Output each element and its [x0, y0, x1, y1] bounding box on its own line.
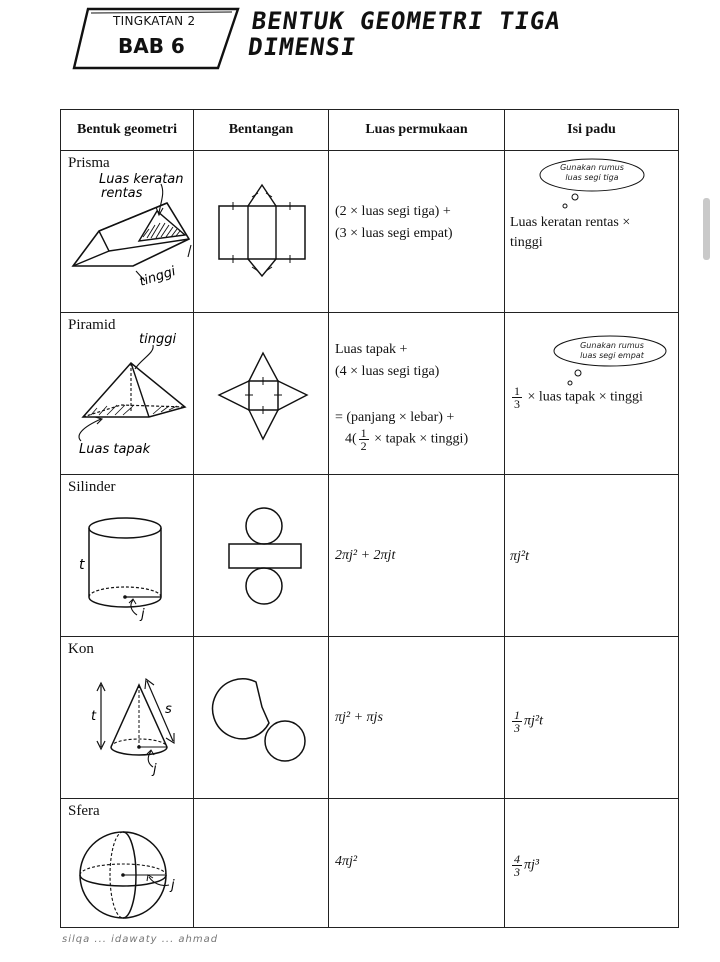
pyramid-cloud-text — [560, 341, 664, 361]
cell-sphere-net — [194, 799, 329, 928]
cone-volume — [510, 709, 543, 734]
title-line-1: BENTUK GEOMETRI TIGA — [249, 7, 563, 35]
cell-cylinder-volume — [505, 475, 679, 637]
prism-net-figure — [194, 151, 329, 312]
sphere-fraction-numerator: 4 — [514, 852, 520, 866]
scrollbar[interactable] — [703, 198, 710, 260]
cell-cone-net — [194, 637, 329, 799]
prism-volume-line-2: tinggi — [510, 235, 543, 250]
label-sphere-radius: j — [171, 878, 175, 893]
pyramid-volume-text: × luas tapak × tinggi — [527, 389, 643, 405]
cell-cone-shape — [61, 637, 194, 799]
cone-surface: πj² + πjs — [335, 710, 383, 725]
cell-prism-surface — [329, 151, 505, 313]
prism-surface-line-1: (2 × luas segi tiga) + — [335, 204, 451, 219]
label-prism-height: tinggi — [137, 264, 178, 290]
cell-prism-shape — [61, 151, 194, 313]
prism-cloud-line-1: Gunakan rumus — [560, 163, 624, 172]
fraction-third-denominator: 3 — [514, 397, 520, 411]
table-row-prism — [61, 151, 679, 313]
cell-cylinder-net — [194, 475, 329, 637]
cylinder-net-figure — [194, 475, 329, 636]
prism-volume-line-1: Luas keratan rentas × — [510, 215, 631, 230]
label-cylinder-radius: j — [141, 607, 145, 622]
title-line-2: DIMENSI — [246, 33, 359, 61]
pyramid-figure — [61, 313, 194, 474]
cell-pyramid-net — [194, 313, 329, 475]
fraction-half-denominator: 2 — [360, 439, 367, 453]
cell-prism-volume — [505, 151, 679, 313]
cylinder-volume: πj²t — [510, 549, 529, 564]
cone-volume-text: πj²t — [524, 713, 543, 729]
cone-net-figure — [194, 637, 329, 798]
label-pyramid-height: tinggi — [139, 332, 177, 347]
prism-cloud-text — [545, 163, 639, 183]
fraction-third-numerator: 1 — [514, 384, 520, 398]
page-title — [246, 8, 562, 60]
fraction-four-thirds — [512, 853, 522, 878]
fraction-half-numerator: 1 — [360, 426, 367, 440]
pyramid-surface-line-1: Luas tapak + — [335, 342, 408, 357]
pyramid-surface-prefix: 4( — [345, 431, 357, 447]
geometry-table — [60, 109, 679, 928]
col-header-volume: Isi padu — [505, 110, 679, 151]
label-cone-height: t — [91, 709, 97, 724]
level-label: TINGKATAN 2 — [113, 14, 196, 28]
sphere-figure — [61, 799, 194, 927]
cell-pyramid-volume — [505, 313, 679, 475]
fraction-third-cone — [512, 709, 522, 734]
cell-sphere-shape — [61, 799, 194, 928]
pyramid-surface-suffix: × tapak × tinggi) — [374, 431, 469, 447]
shape-name-prism: Prisma — [68, 155, 110, 171]
shape-name-pyramid: Piramid — [68, 317, 116, 333]
cell-pyramid-shape — [61, 313, 194, 475]
chapter-label: BAB 6 — [118, 34, 185, 58]
cone-figure — [61, 637, 194, 798]
sphere-volume — [510, 853, 539, 878]
fraction-third — [512, 385, 522, 410]
table-row-cylinder — [61, 475, 679, 637]
pyramid-surface-line-2: (4 × luas segi tiga) — [335, 364, 440, 379]
cell-cone-volume — [505, 637, 679, 799]
prism-figure — [61, 151, 194, 312]
cell-cylinder-surface — [329, 475, 505, 637]
shape-name-sphere: Sfera — [68, 803, 100, 819]
col-header-shape: Bentuk geometri — [61, 110, 194, 151]
shape-name-cone: Kon — [68, 641, 94, 657]
sphere-surface: 4πj² — [335, 854, 358, 869]
table-row-sphere — [61, 799, 679, 928]
cell-prism-net — [194, 151, 329, 313]
pyramid-cloud-line-2: luas segi empat — [580, 351, 644, 360]
label-cross-section-2: rentas — [101, 186, 143, 201]
pyramid-net-figure — [194, 313, 329, 474]
col-header-surface-area: Luas permukaan — [329, 110, 505, 151]
pyramid-volume-formula — [510, 385, 643, 410]
pyramid-surface-line-3: = (panjang × lebar) + — [335, 410, 455, 425]
table-header-row — [61, 110, 679, 151]
cone-fraction-numerator: 1 — [514, 708, 520, 722]
cylinder-figure — [61, 475, 194, 636]
label-cross-section-1: Luas keratan — [99, 172, 184, 187]
pyramid-surface-line-4 — [345, 427, 468, 452]
prism-surface-line-2: (3 × luas segi empat) — [335, 226, 453, 241]
table-row-cone — [61, 637, 679, 799]
table-row-pyramid — [61, 313, 679, 475]
pyramid-cloud-line-1: Gunakan rumus — [580, 341, 644, 350]
author-signature: silqa ... idawaty ... ahmad — [62, 934, 219, 945]
label-pyramid-base: Luas tapak — [79, 442, 151, 457]
cell-pyramid-surface — [329, 313, 505, 475]
cylinder-surface: 2πj² + 2πjt — [335, 548, 396, 563]
prism-cloud-line-2: luas segi tiga — [565, 173, 619, 182]
cell-sphere-surface — [329, 799, 505, 928]
shape-name-cylinder: Silinder — [68, 479, 116, 495]
label-cone-radius: j — [153, 762, 157, 777]
fraction-half — [359, 427, 369, 452]
sphere-fraction-denominator: 3 — [514, 865, 520, 879]
col-header-net: Bentangan — [194, 110, 329, 151]
label-cone-slant: s — [165, 702, 172, 717]
cell-sphere-volume — [505, 799, 679, 928]
sphere-volume-text: πj³ — [524, 857, 540, 873]
label-cylinder-height: t — [79, 557, 85, 573]
cone-fraction-denominator: 3 — [514, 721, 520, 735]
cell-cylinder-shape — [61, 475, 194, 637]
cell-cone-surface — [329, 637, 505, 799]
